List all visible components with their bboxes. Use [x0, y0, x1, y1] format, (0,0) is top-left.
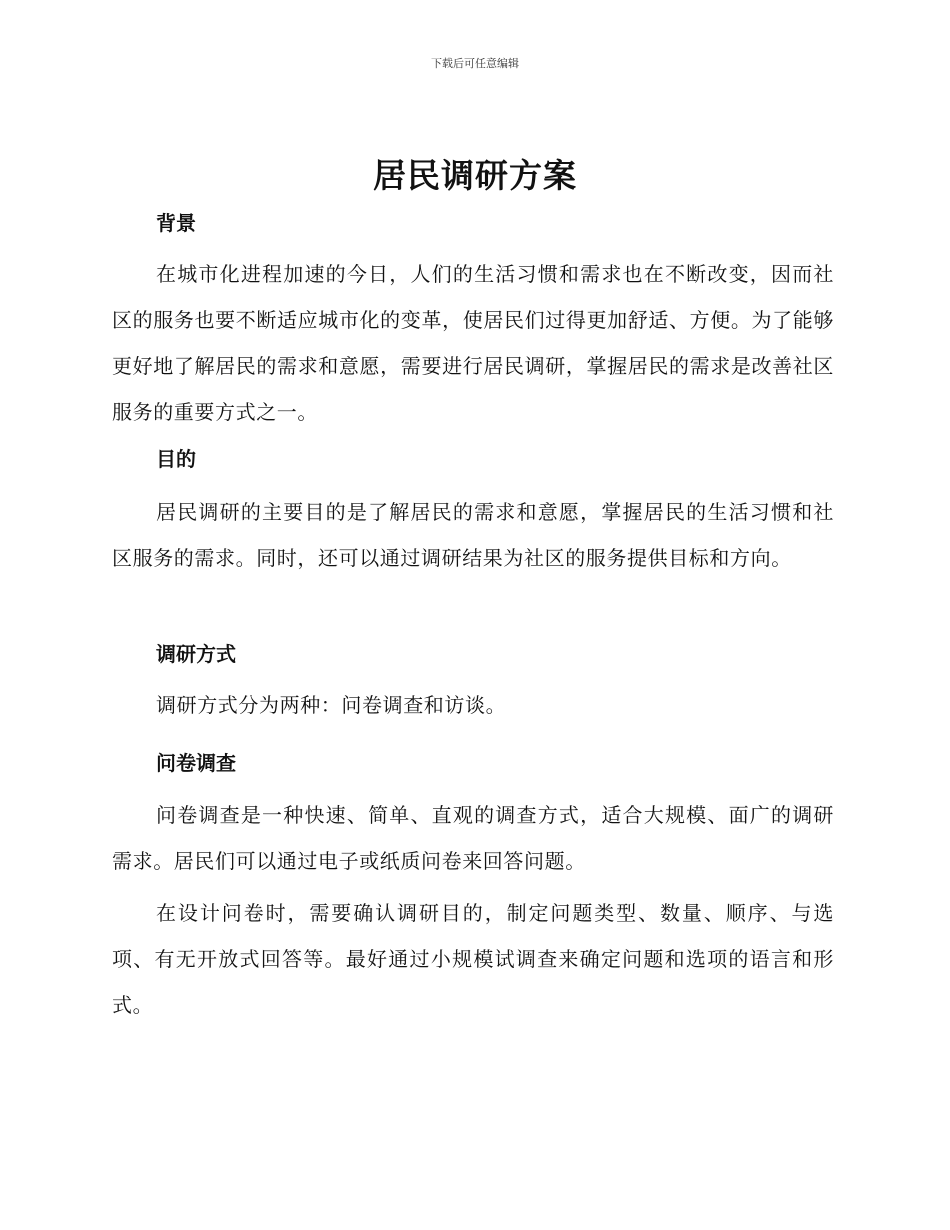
- section-heading-methods: 调研方式: [156, 642, 236, 666]
- header-note: 下载后可任意编辑: [431, 57, 519, 70]
- background-paragraph: 在城市化进程加速的今日，人们的生活习惯和需求也在不断改变，因而社区的服务也要不断适应城市化的变革，使居民们过得更加舒适、方便。为了能够更好地了解居民的需求和意愿，需要进行居民调研，掌握居民的需求是改善社区服务的重要方式之一。: [112, 262, 834, 424]
- purpose-paragraph: 居民调研的主要目的是了解居民的需求和意愿，掌握居民的生活习惯和社区服务的需求。同时，还可以通过调研结果为社区的服务提供目标和方向。: [112, 500, 834, 570]
- questionnaire-paragraph-1: 问卷调查是一种快速、简单、直观的调查方式，适合大规模、面广的调研需求。居民们可以通过电子或纸质问卷来回答问题。: [112, 803, 834, 873]
- section-heading-purpose: 目的: [156, 447, 196, 471]
- methods-paragraph: 调研方式分为两种：问卷调查和访谈。: [156, 693, 507, 717]
- questionnaire-paragraph-2: 在设计问卷时，需要确认调研目的，制定问题类型、数量、顺序、与选项、有无开放式回答等。最好通过小规模试调查来确定问题和选项的语言和形式。: [112, 901, 834, 1017]
- document-title: 居民调研方案: [373, 156, 577, 195]
- section-heading-background: 背景: [156, 211, 196, 235]
- section-heading-questionnaire: 问卷调查: [156, 751, 236, 775]
